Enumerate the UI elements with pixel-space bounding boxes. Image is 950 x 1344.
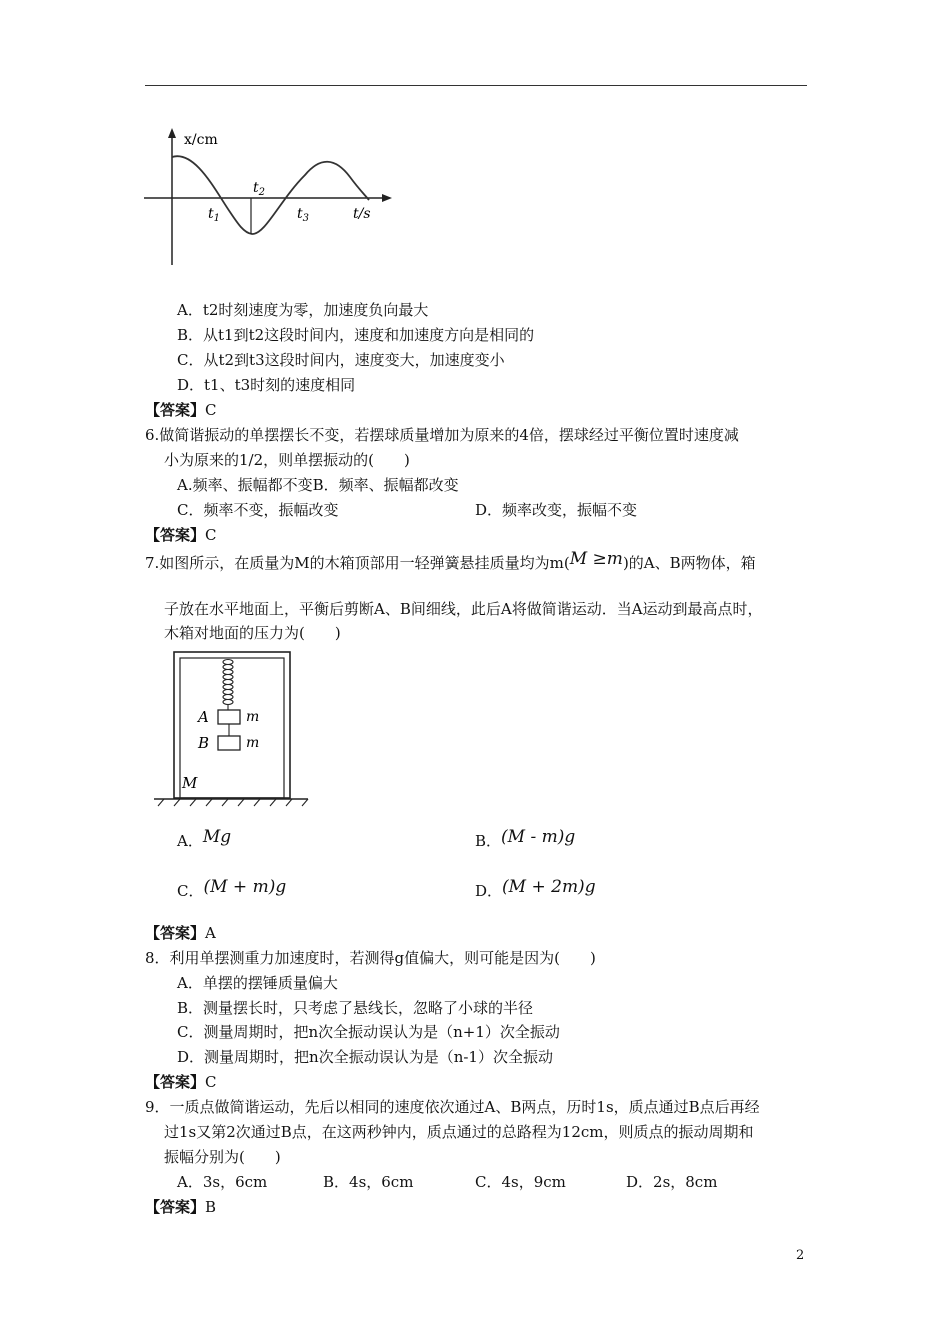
q5-option-d: D．t1、t3时刻的速度相同 (177, 376, 356, 394)
q5-answer: 【答案】C (145, 401, 217, 419)
y-axis-arrow (168, 128, 176, 138)
q7-stem-line3: 木箱对地面的压力为( ) (164, 624, 341, 642)
q9-option-b: B．4s，6cm (323, 1173, 414, 1191)
q6-option-ab: A.频率、振幅都不变B．频率、振幅都改变 (177, 476, 459, 494)
q7-answer: 【答案】A (145, 924, 216, 942)
block-b (218, 736, 240, 750)
t2-label: $t_2$ (253, 180, 266, 198)
q7-stem-line2: 子放在水平地面上，平衡后剪断A、B间细线，此后A将做简谐运动．当A运动到最高点时， (164, 600, 763, 618)
y-axis-label: x/cm (184, 132, 218, 148)
spring-box-diagram (150, 648, 315, 808)
q6-stem-line1: 6.做简谐振动的单摆摆长不变，若摆球质量增加为原来的4倍，摆球经过平衡位置时速度减 (145, 426, 739, 444)
displacement-time-graph (140, 120, 400, 275)
q7-option-d: D．(M + 2m)g (475, 877, 596, 900)
label-mass-b: m (246, 735, 260, 751)
label-mass-a: m (246, 709, 260, 725)
q7-option-c: C．(M + m)g (177, 877, 287, 900)
q8-stem: 8．利用单摆测重力加速度时，若测得g值偏大，则可能是因为( ) (145, 949, 596, 967)
x-axis-label: t/s (353, 206, 371, 222)
label-b: B (198, 734, 210, 752)
spring (223, 660, 233, 711)
block-a (218, 710, 240, 724)
q9-answer: 【答案】B (145, 1198, 217, 1216)
q7-condition: M ≥m (569, 549, 623, 569)
q7-option-a: A．Mg (177, 827, 232, 850)
q7-stem-line1: 7.如图所示，在质量为M的木箱顶部用一轻弹簧悬挂质量均为m(M ≥m)的A、B两物体，箱 (145, 549, 756, 572)
q9-stem-line2: 过1s又第2次通过B点，在这两秒钟内，质点通过的总路程为12cm，则质点的振动周期和 (164, 1123, 754, 1141)
q6-stem-line2: 小为原来的1/2，则单摆振动的( ) (164, 451, 410, 469)
q6-answer: 【答案】C (145, 526, 217, 544)
q9-option-c: C．4s，9cm (475, 1173, 566, 1191)
label-box-m: M (182, 774, 198, 792)
label-a: A (198, 708, 209, 726)
cosine-curve (172, 156, 369, 234)
q9-stem-line3: 振幅分别为( ) (164, 1148, 281, 1166)
page-number: 2 (796, 1248, 805, 1263)
q8-option-b: B．测量摆长时，只考虑了悬线长，忽略了小球的半径 (177, 999, 534, 1017)
q6-option-c: C．频率不变，振幅改变 (177, 501, 339, 519)
q6-option-d: D．频率改变，振幅不变 (475, 501, 638, 519)
q8-option-d: D．测量周期时，把n次全振动误认为是（n-1）次全振动 (177, 1048, 553, 1066)
q9-option-a: A．3s，6cm (177, 1173, 268, 1191)
q5-option-b: B．从t1到t2这段时间内，速度和加速度方向是相同的 (177, 326, 535, 344)
q5-option-a: A．t2时刻速度为零，加速度负向最大 (177, 301, 429, 319)
q8-answer: 【答案】C (145, 1073, 217, 1091)
x-axis-arrow (382, 194, 392, 202)
q8-option-a: A．单摆的摆锤质量偏大 (177, 974, 338, 992)
ground-hatch (158, 799, 308, 806)
q9-stem-line1: 9．一质点做简谐运动，先后以相同的速度依次通过A、B两点，历时1s，质点通过B点后再经 (145, 1098, 760, 1116)
header-rule (145, 85, 807, 86)
q7-option-b: B．(M - m)g (475, 827, 576, 850)
t3-label: $t_3$ (297, 206, 310, 224)
q5-option-c: C．从t2到t3这段时间内，速度变大，加速度变小 (177, 351, 505, 369)
q8-option-c: C．测量周期时，把n次全振动误认为是（n+1）次全振动 (177, 1023, 560, 1041)
t1-label: $t_1$ (208, 206, 221, 224)
q9-option-d: D．2s，8cm (626, 1173, 718, 1191)
